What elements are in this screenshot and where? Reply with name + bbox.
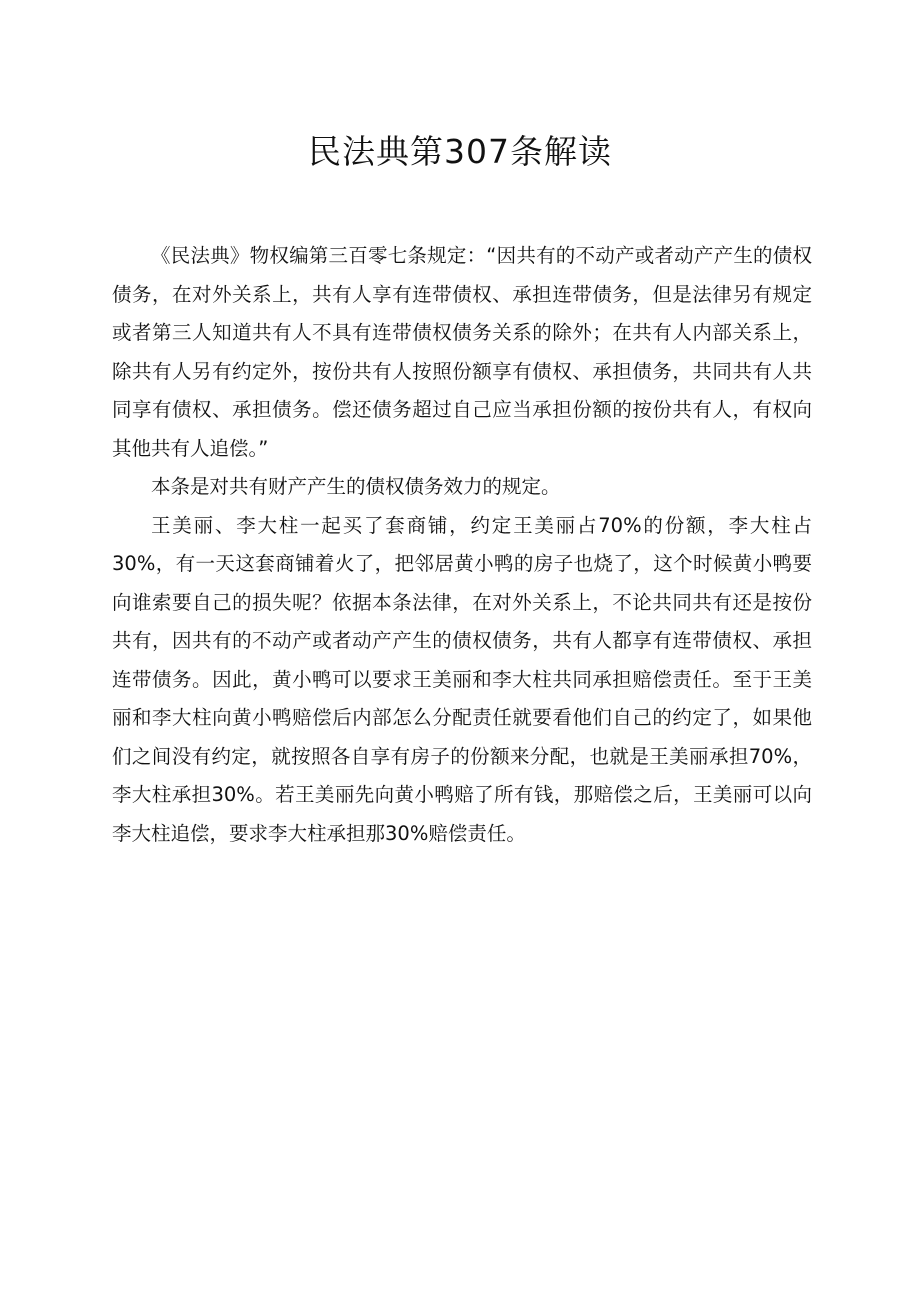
paragraph-summary: 本条是对共有财产产生的债权债务效力的规定。 xyxy=(151,475,561,498)
document-body xyxy=(112,237,812,853)
document-title: 民法典第307条解读 xyxy=(308,132,612,171)
paragraph-article-text: 《民法典》物权编第三百零七条规定：“因共有的不动产或者动产产生的债权债务，在对外关系上，共有人享有连带债权、承担连带债务，但是法律另有规定或者第三人知道共有人不具有连带债权债务关系的除外；在共有人内部关系上，除共有人另有约定外，按份共有人按照份额享有债权、承担债务，共同共有人共同享有债权、承担债务。偿还债务超过自己应当承担份额的按份共有人，有权向其他共有人追偿。” xyxy=(112,244,812,460)
paragraph-example: 王美丽、李大柱一起买了套商铺，约定王美丽占70%的份额，李大柱占30%，有一天这套商铺着火了，把邻居黄小鸭的房子也烧了，这个时候黄小鸭要向谁索要自己的损失呢？依据本条法律，在对外关系上，不论共同共有还是按份共有，因共有的不动产或者动产产生的债权债务，共有人都享有连带债权、承担连带债务。因此，黄小鸭可以要求王美丽和李大柱共同承担赔偿责任。至于王美丽和李大柱向黄小鸭赔偿后内部怎么分配责任就要看他们自己的约定了，如果他们之间没有约定，就按照各自享有房子的份额来分配，也就是王美丽承担70%，李大柱承担30%。若王美丽先向黄小鸭赔了所有钱，那赔偿之后，王美丽可以向李大柱追偿，要求李大柱承担那30%赔偿责任。 xyxy=(112,513,812,845)
